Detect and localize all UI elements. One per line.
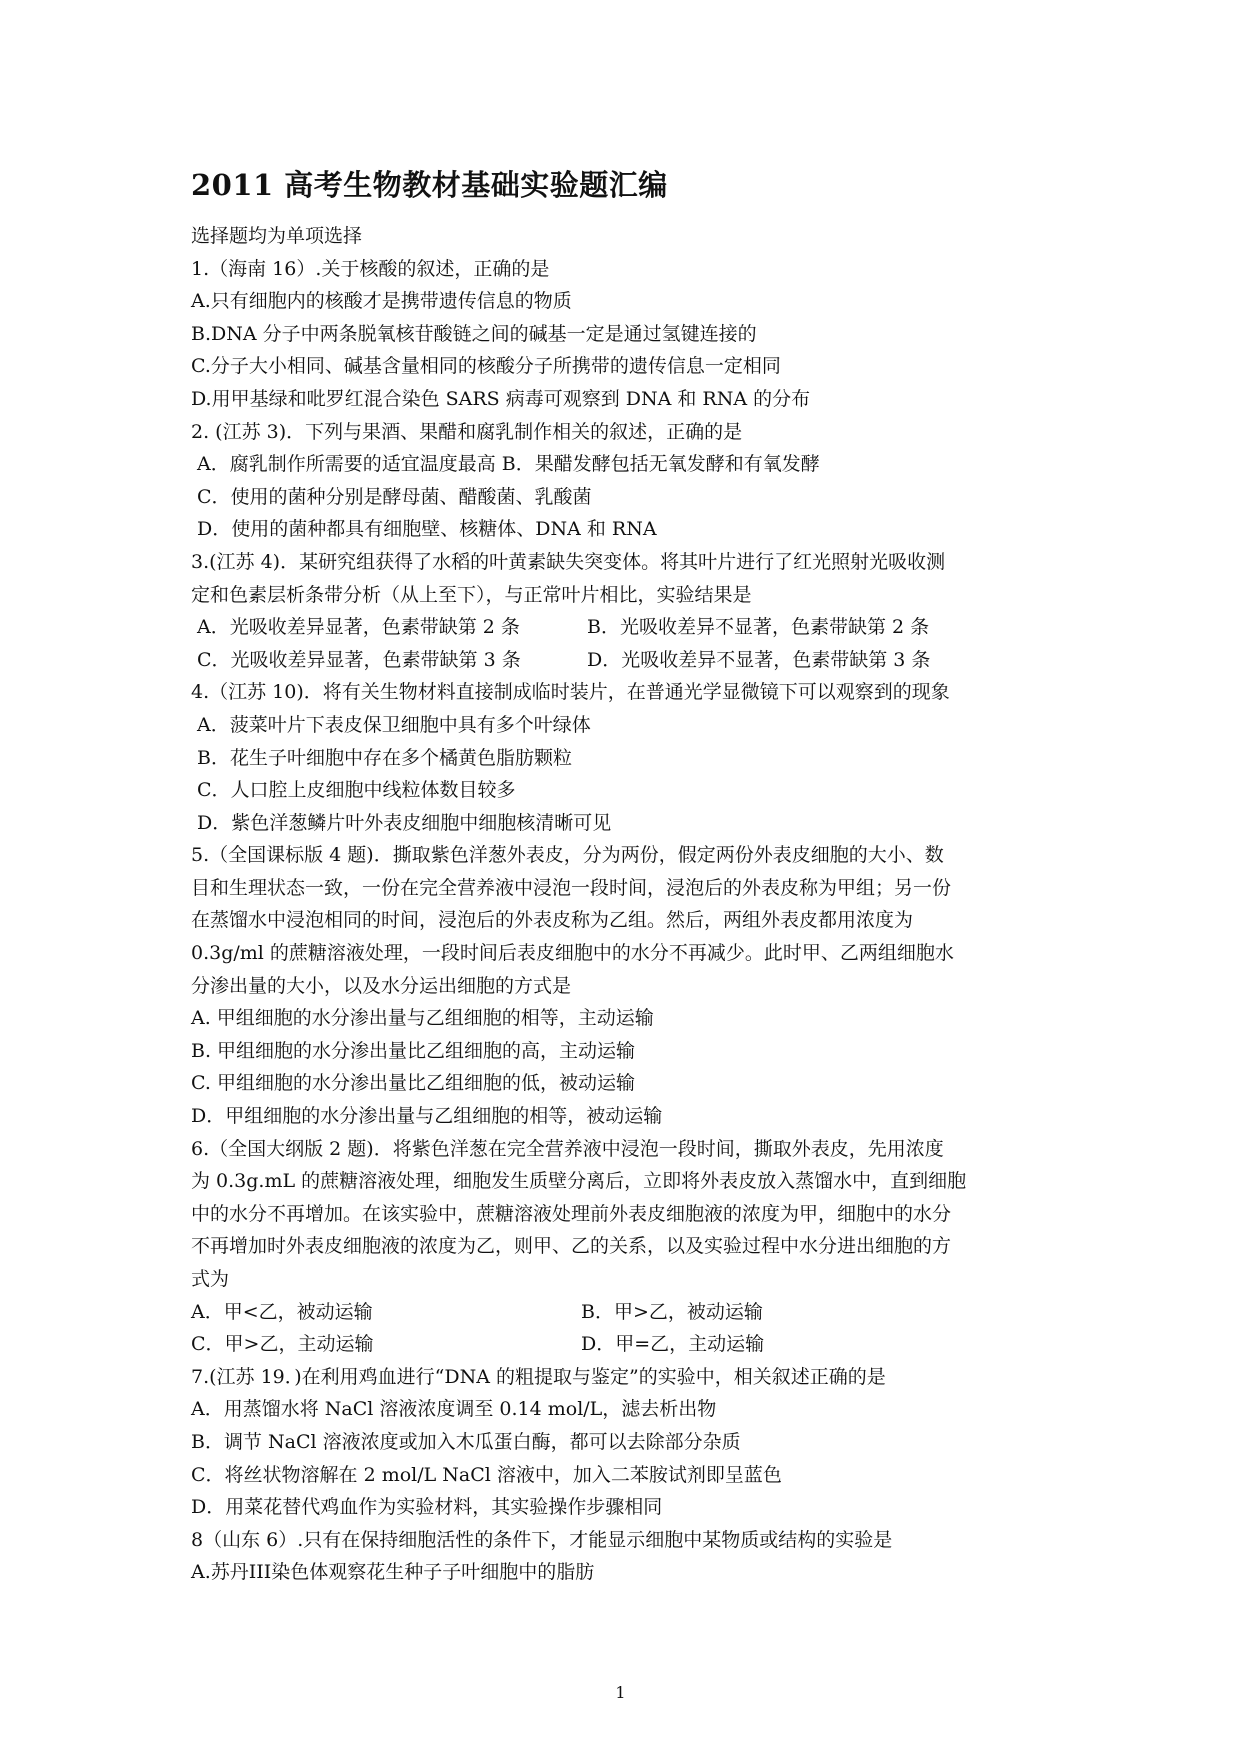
option-d: D．用菜花替代鸡血作为实验材料，其实验操作步骤相同	[191, 1496, 663, 1519]
option-row	[191, 611, 1071, 644]
question-7	[191, 1361, 1071, 1524]
option-a: A．甲<乙，被动运输	[191, 1300, 373, 1323]
question-5	[191, 839, 1071, 1132]
question-stem-line: 3.(江苏 4)．某研究组获得了水稻的叶黄素缺失突变体。将其叶片进行了红光照射光吸收测	[191, 550, 946, 573]
document-body	[191, 220, 1071, 1589]
option-d: D．甲=乙，主动运输	[581, 1333, 765, 1356]
option-c: C．甲>乙，主动运输	[191, 1333, 374, 1356]
question-stem: 2. (江苏 3)．下列与果酒、果醋和腐乳制作相关的叙述，正确的是	[191, 420, 743, 443]
question-stem-line: 中的水分不再增加。在该实验中，蔗糖溶液处理前外表皮细胞液的浓度为甲，细胞中的水分	[191, 1202, 952, 1225]
question-stem: 1.（海南 16）.关于核酸的叙述，正确的是	[191, 257, 550, 280]
question-stem: 8（山东 6）.只有在保持细胞活性的条件下，才能显示细胞中某物质或结构的实验是	[191, 1528, 893, 1551]
question-stem: 4.（江苏 10)．将有关生物材料直接制成临时装片，在普通光学显微镜下可以观察到的现象	[191, 681, 950, 704]
question-4	[191, 676, 1071, 839]
option-a-b: A．腐乳制作所需要的适宜温度最高 B．果醋发酵包括无氧发酵和有氧发酵	[197, 453, 820, 476]
intro-text: 选择题均为单项选择	[191, 225, 363, 247]
question-6	[191, 1133, 1071, 1361]
option-a: A．用蒸馏水将 NaCl 溶液浓度调至 0.14 mol/L，滤去析出物	[191, 1398, 717, 1421]
question-stem: 7.(江苏 19．)在利用鸡血进行“DNA 的粗提取与鉴定”的实验中，相关叙述正确的是	[191, 1365, 886, 1388]
option-c: C．将丝状物溶解在 2 mol/L NaCl 溶液中，加入二苯胺试剂即呈蓝色	[191, 1463, 782, 1486]
option-a: A. 甲组细胞的水分渗出量与乙组细胞的相等，主动运输	[191, 1007, 654, 1030]
question-1	[191, 253, 1071, 416]
question-stem-line: 6.（全国大纲版 2 题)．将紫色洋葱在完全营养液中浸泡一段时间，撕取外表皮，先用浓度	[191, 1137, 944, 1160]
option-c: C．光吸收差异显著，色素带缺第 3 条	[197, 648, 521, 671]
question-stem-line: 5.（全国课标版 4 题)．撕取紫色洋葱外表皮，分为两份，假定两份外表皮细胞的大小、数	[191, 844, 944, 867]
option-a: A.苏丹III染色体观察花生种子子叶细胞中的脂肪	[191, 1561, 595, 1584]
option-row	[191, 644, 1071, 677]
question-8	[191, 1524, 1071, 1589]
question-stem-line: 不再增加时外表皮细胞液的浓度为乙，则甲、乙的关系，以及实验过程中水分进出细胞的方	[191, 1235, 952, 1258]
option-b: B. 甲组细胞的水分渗出量比乙组细胞的高，主动运输	[191, 1039, 636, 1062]
question-stem-line: 目和生理状态一致，一份在完全营养液中浸泡一段时间，浸泡后的外表皮称为甲组；另一份	[191, 876, 952, 899]
option-d: D．甲组细胞的水分渗出量与乙组细胞的相等，被动运输	[191, 1105, 663, 1128]
option-row	[191, 1328, 1071, 1361]
option-b: B．调节 NaCl 溶液浓度或加入木瓜蛋白酶，都可以去除部分杂质	[191, 1430, 741, 1453]
question-stem-line: 0.3g/ml 的蔗糖溶液处理，一段时间后表皮细胞中的水分不再减少。此时甲、乙两组细胞水	[191, 942, 954, 965]
option-d: D．使用的菌种都具有细胞壁、核糖体、DNA 和 RNA	[197, 518, 657, 541]
document-title: 2011 高考生物教材基础实验题汇编	[191, 168, 668, 202]
question-stem-line: 在蒸馏水中浸泡相同的时间，浸泡后的外表皮称为乙组。然后，两组外表皮都用浓度为	[191, 909, 914, 932]
option-b: B．甲>乙，被动运输	[581, 1300, 763, 1323]
question-3	[191, 546, 1071, 676]
option-b: B．光吸收差异不显著，色素带缺第 2 条	[587, 616, 930, 639]
question-stem-line: 为 0.3g.mL 的蔗糖溶液处理，细胞发生质壁分离后，立即将外表皮放入蒸馏水中，直到细胞	[191, 1170, 967, 1193]
option-d: D．光吸收差异不显著，色素带缺第 3 条	[587, 648, 931, 671]
option-c: C. 甲组细胞的水分渗出量比乙组细胞的低，被动运输	[191, 1072, 635, 1095]
option-a: A．光吸收差异显著，色素带缺第 2 条	[197, 616, 520, 639]
option-d: D.用甲基绿和吡罗红混合染色 SARS 病毒可观察到 DNA 和 RNA 的分布	[191, 387, 811, 410]
option-c: C．人口腔上皮细胞中线粒体数目较多	[197, 779, 516, 802]
question-stem-line: 分渗出量的大小，以及水分运出细胞的方式是	[191, 974, 572, 997]
option-a: A．菠菜叶片下表皮保卫细胞中具有多个叶绿体	[197, 713, 591, 736]
option-d: D．紫色洋葱鳞片叶外表皮细胞中细胞核清晰可见	[197, 811, 612, 834]
question-stem-line: 定和色素层析条带分析（从上至下），与正常叶片相比，实验结果是	[191, 583, 752, 606]
option-c: C.分子大小相同、碱基含量相同的核酸分子所携带的遗传信息一定相同	[191, 355, 781, 378]
question-stem-line: 式为	[191, 1268, 230, 1290]
option-c: C．使用的菌种分别是酵母菌、醋酸菌、乳酸菌	[197, 485, 592, 508]
option-b: B．花生子叶细胞中存在多个橘黄色脂肪颗粒	[197, 746, 572, 769]
option-b: B.DNA 分子中两条脱氧核苷酸链之间的碱基一定是通过氢键连接的	[191, 322, 757, 345]
option-row	[191, 1296, 1071, 1329]
question-2	[191, 416, 1071, 546]
option-a: A.只有细胞内的核酸才是携带遗传信息的物质	[191, 290, 572, 313]
page-number: 1	[615, 1683, 626, 1702]
